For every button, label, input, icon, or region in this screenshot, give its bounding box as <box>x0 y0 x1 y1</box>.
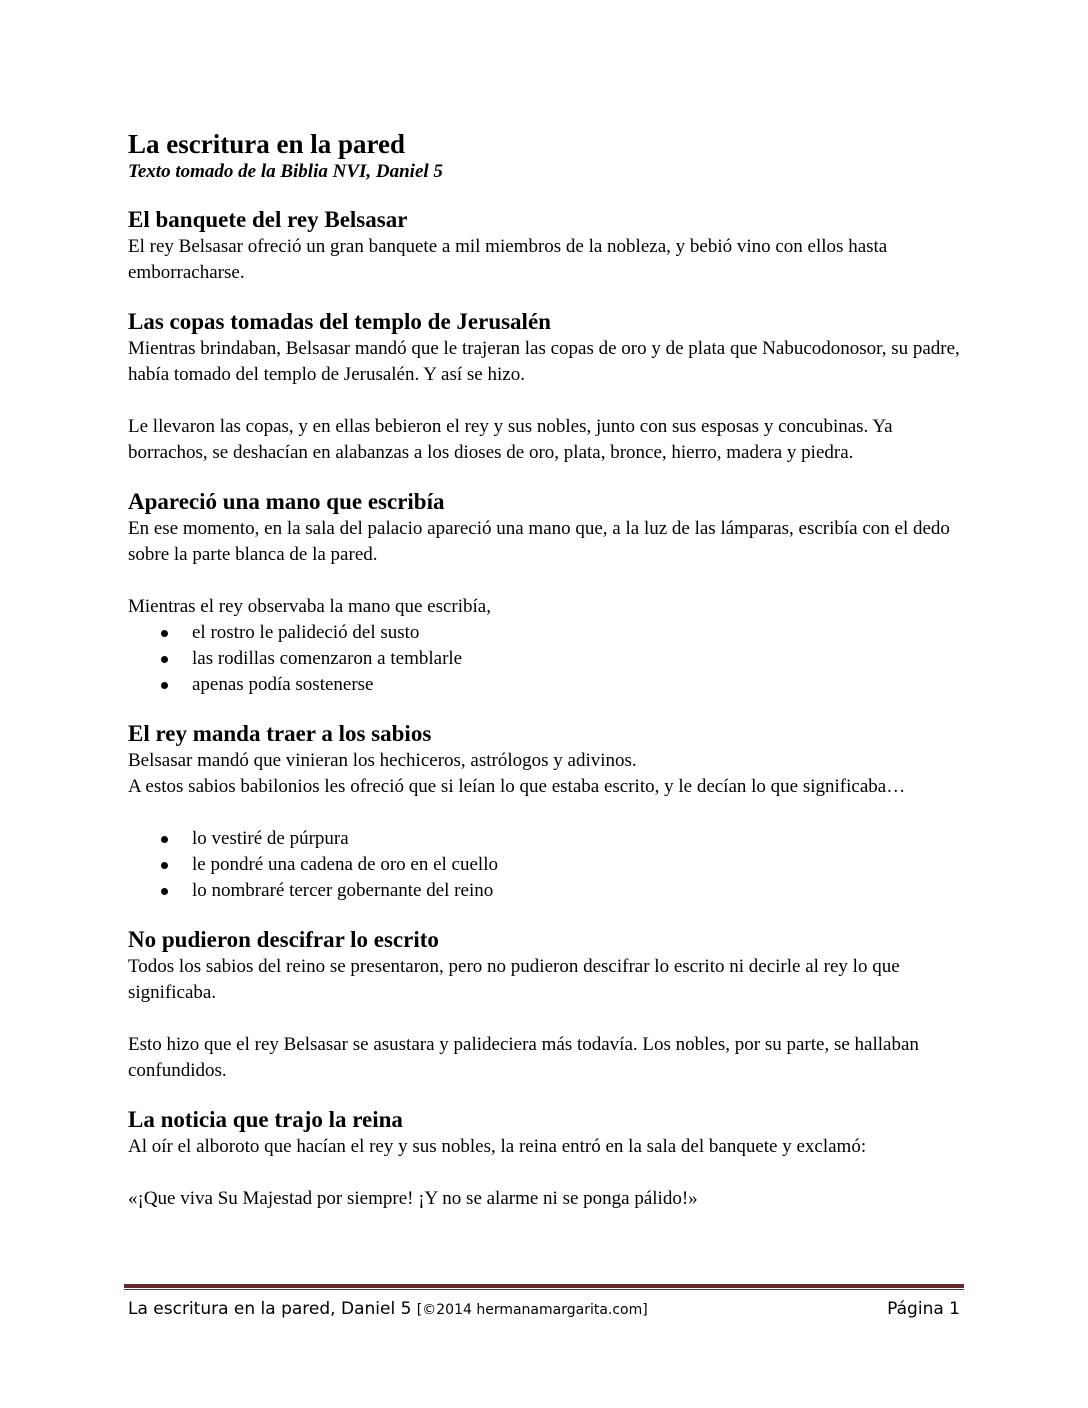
list-item: apenas podía sostenerse <box>128 672 964 698</box>
section-heading: El banquete del rey Belsasar <box>128 207 408 232</box>
section-heading: La noticia que trajo la reina <box>128 1107 403 1132</box>
paragraph: Le llevaron las copas, y en ellas bebieron el rey y sus nobles, junto con sus esposas y concubinas. Ya borrachos, se deshacían en alabanzas a los dioses de oro, plata, bronce, hierro, madera y piedra. <box>128 416 893 463</box>
paragraph: El rey Belsasar ofreció un gran banquete a mil miembros de la nobleza, y bebió vino con ellos hasta emborracharse. <box>128 236 888 283</box>
section-mano <box>128 488 964 698</box>
section-sabios <box>128 720 964 904</box>
list-item: lo vestiré de púrpura <box>128 826 964 852</box>
footer-title: La escritura en la pared, Daniel 5 <box>128 1299 412 1319</box>
paragraph: Mientras el rey observaba la mano que escribía, <box>128 596 491 617</box>
bullet-list <box>128 826 964 904</box>
section-reina <box>128 1106 964 1212</box>
section-heading: Las copas tomadas del templo de Jerusalén <box>128 309 551 334</box>
section-heading: Apareció una mano que escribía <box>128 489 445 514</box>
page-number: Página 1 <box>887 1299 960 1319</box>
paragraph: Belsasar mandó que vinieran los hechiceros, astrólogos y adivinos. <box>128 750 637 771</box>
section-copas <box>128 308 964 466</box>
list-item: las rodillas comenzaron a temblarle <box>128 646 964 672</box>
paragraph: A estos sabios babilonios les ofreció que si leían lo que estaba escrito, y le decían lo que significaba… <box>128 776 906 797</box>
list-item: le pondré una cadena de oro en el cuello <box>128 852 964 878</box>
footer-copyright: [©2014 hermanamargarita.com] <box>416 1302 648 1318</box>
paragraph: Al oír el alboroto que hacían el rey y sus nobles, la reina entró en la sala del banquete y exclamó: <box>128 1136 867 1157</box>
paragraph: Mientras brindaban, Belsasar mandó que le trajeran las copas de oro y de plata que Nabucodonosor, su padre, había tomado del templo de Jerusalén. Y así se hizo. <box>128 338 960 385</box>
list-item: lo nombraré tercer gobernante del reino <box>128 878 964 904</box>
section-descifrar <box>128 926 964 1084</box>
paragraph: Todos los sabios del reino se presentaron, pero no pudieron descifrar lo escrito ni decirle al rey lo que significaba. <box>128 956 900 1003</box>
document-subtitle: Texto tomado de la Biblia NVI, Daniel 5 <box>128 161 443 182</box>
paragraph: «¡Que viva Su Majestad por siempre! ¡Y no se alarme ni se ponga pálido!» <box>128 1188 698 1209</box>
bullet-list <box>128 620 964 698</box>
section-heading: El rey manda traer a los sabios <box>128 721 432 746</box>
document-title: La escritura en la pared <box>128 129 405 159</box>
paragraph: Esto hizo que el rey Belsasar se asustara y palideciera más todavía. Los nobles, por su parte, se hallaban confundidos. <box>128 1034 919 1081</box>
footer-divider <box>124 1284 964 1290</box>
footer-left <box>128 1296 648 1323</box>
paragraph: En ese momento, en la sala del palacio apareció una mano que, a la luz de las lámparas, escribía con el dedo sobre la parte blanca de la pared. <box>128 518 950 565</box>
section-heading: No pudieron descifrar lo escrito <box>128 927 439 952</box>
list-item: el rostro le palideció del susto <box>128 620 964 646</box>
section-banquete <box>128 206 964 286</box>
document-body <box>128 128 964 1212</box>
